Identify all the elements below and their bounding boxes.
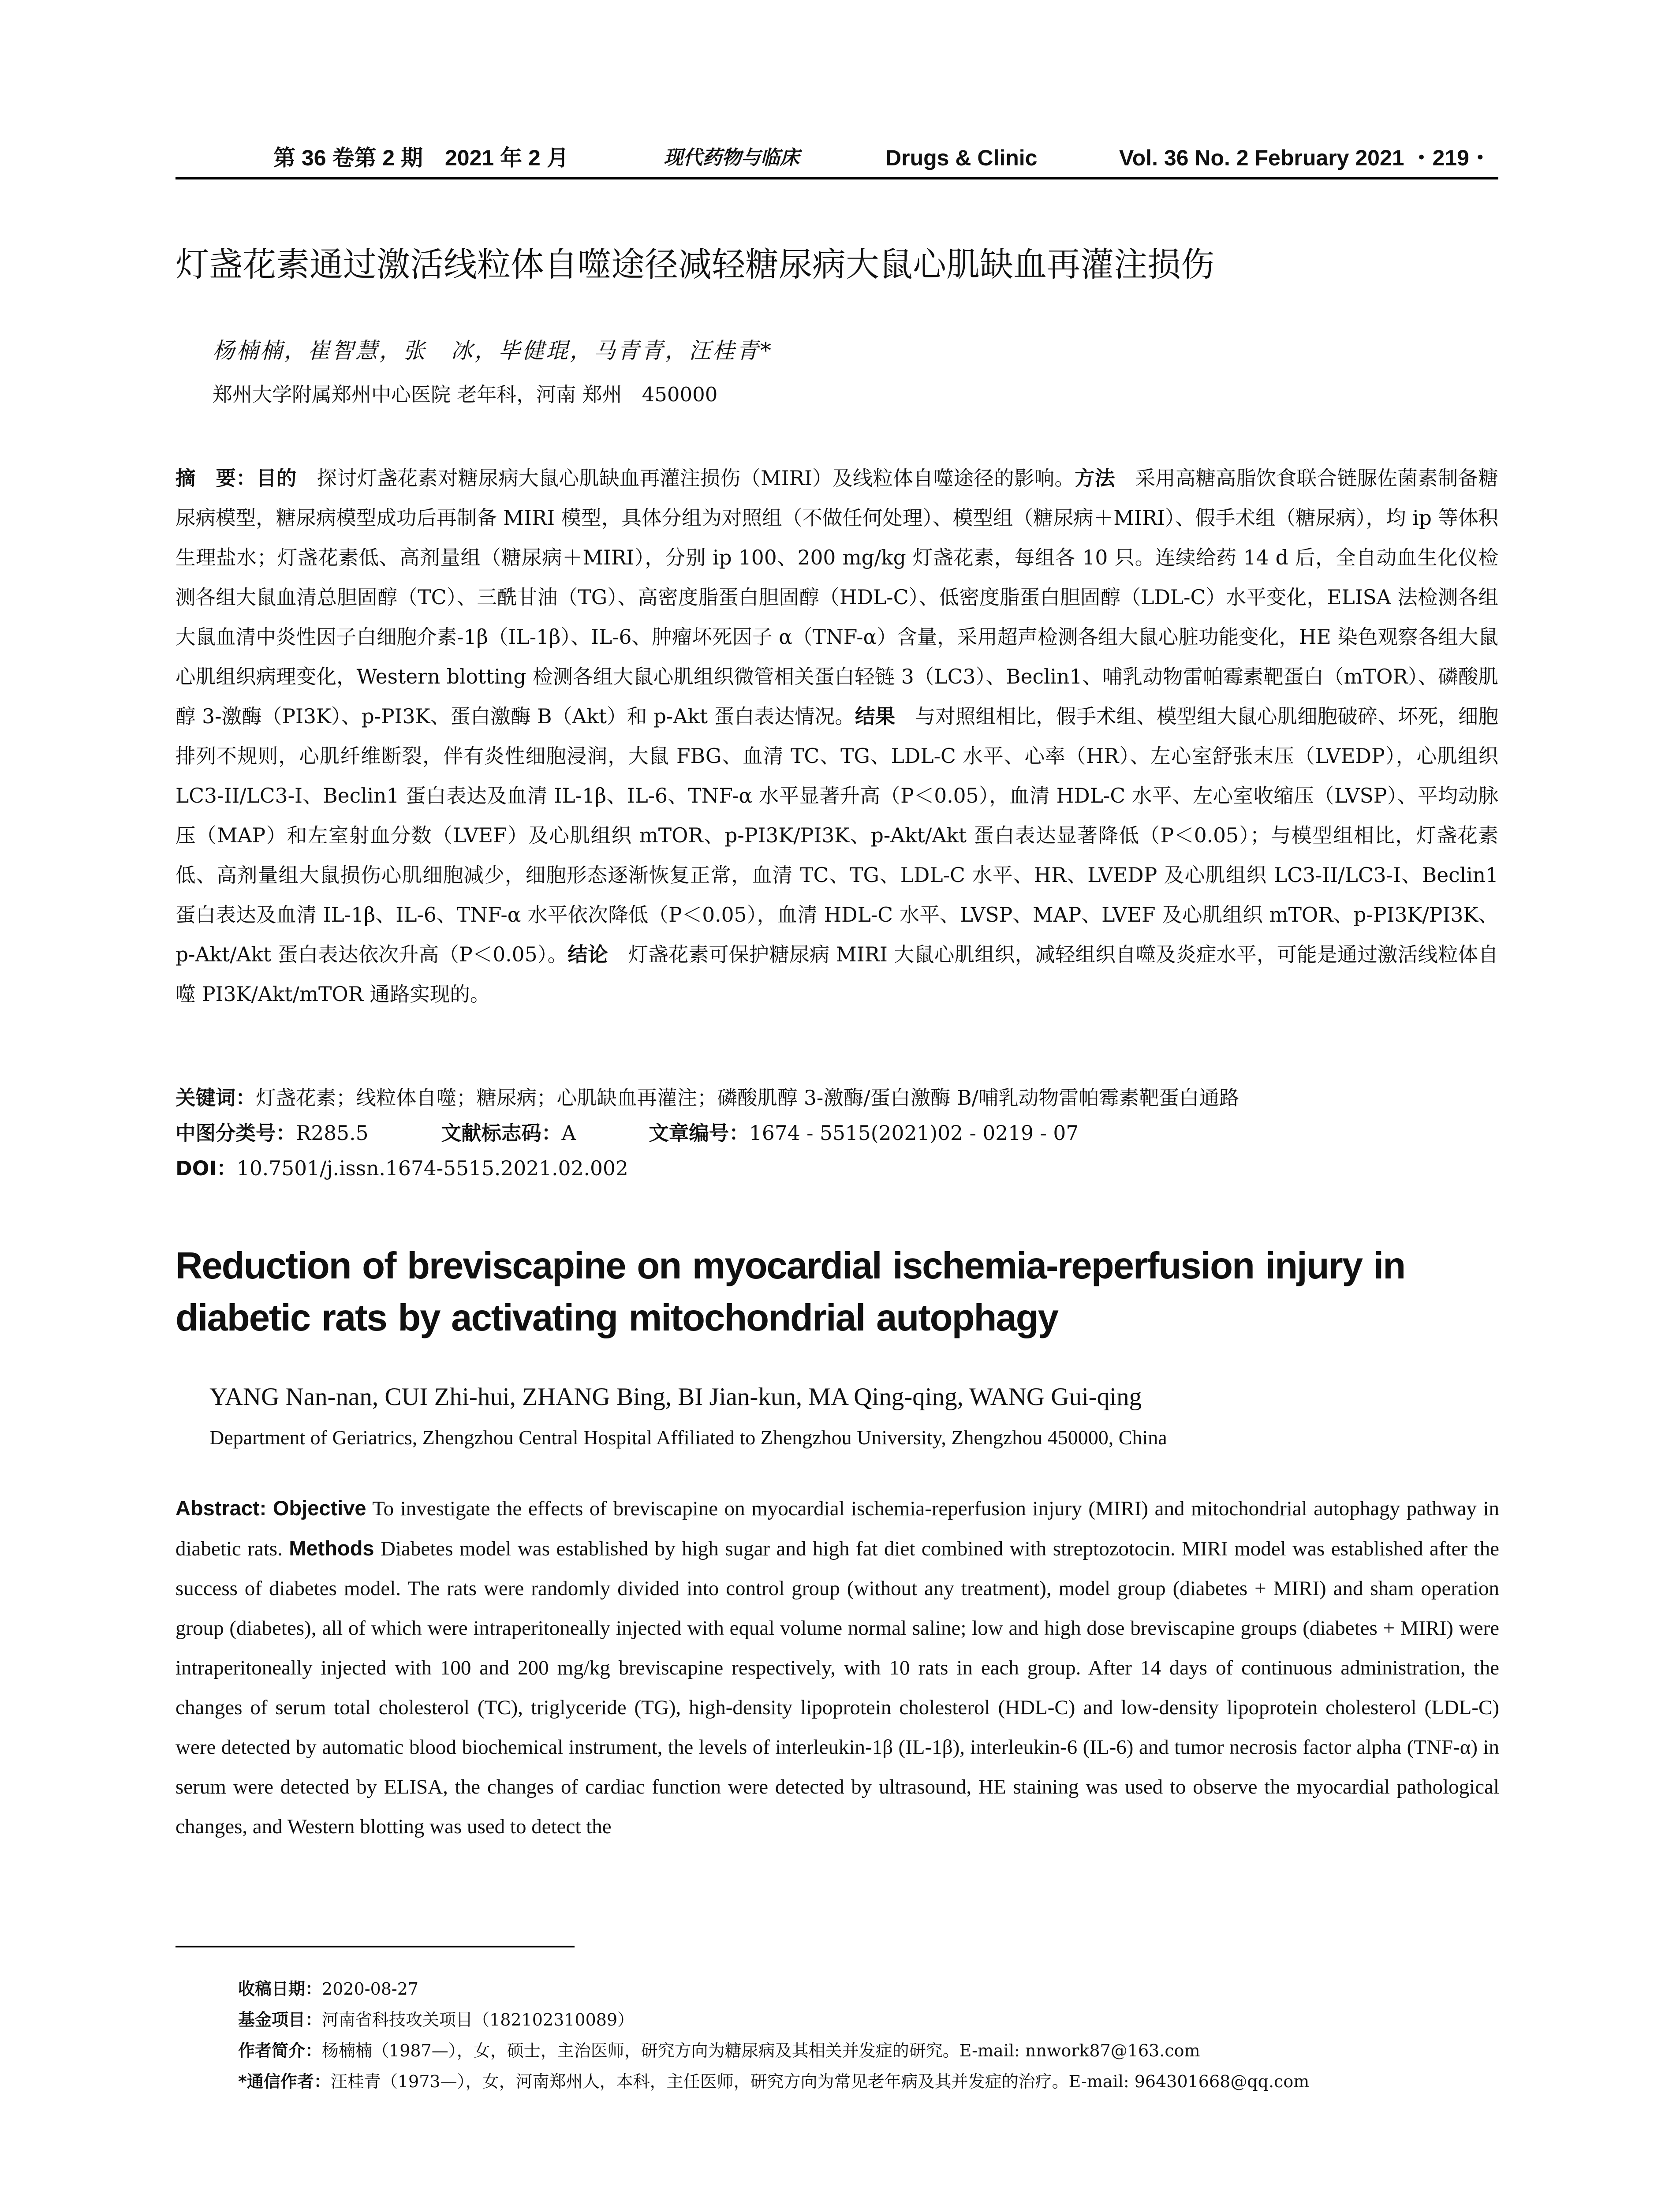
conclusion-cn-text: 灯盏花素可保护糖尿病 MIRI 大鼠心肌组织，减轻组织自噬及炎症水平，可能是通过激活线粒体自噬 PI3K/Akt/mTOR 通路实现的。 — [175, 943, 1498, 1006]
methods-cn-label: 方法 — [1075, 467, 1115, 490]
article-title-en: Reduction of breviscapine on myocardial ischemia-reperfusion injury in diabetic rats by activating mitochondrial autophagy — [175, 1245, 1405, 1339]
header-issue-date: 第 36 卷第 2 期 2021 年 2 月 — [273, 146, 569, 170]
footnotes — [238, 1973, 1499, 2097]
article-title-cn: 灯盏花素通过激活线粒体自噬途径减轻糖尿病大鼠心肌缺血再灌注损伤 — [175, 245, 1214, 284]
footnote-text: 杨楠楠（1987—），女，硕士，主治医师，研究方向为糖尿病及其相关并发症的研究。E-mail: nnwork87@163.com — [322, 2041, 1200, 2060]
footnote-label: 作者简介： — [238, 2041, 322, 2060]
footnote-funding — [238, 2004, 1499, 2035]
header-volume-page: Vol. 36 No. 2 February 2021 ・219・ — [1119, 146, 1491, 170]
authors-en: YANG Nan-nan, CUI Zhi-hui, ZHANG Bing, BI Jian-kun, MA Qing-qing, WANG Gui-qing — [209, 1383, 1142, 1411]
doi-line — [175, 1151, 1498, 1186]
affiliation-cn: 郑州大学附属郑州中心医院 老年科，河南 郑州 450000 — [213, 383, 718, 406]
conclusion-cn-label: 结论 — [567, 943, 608, 966]
header-divider — [175, 177, 1498, 179]
methods-en-label: Methods — [289, 1536, 374, 1560]
footnote-received — [238, 1973, 1499, 2004]
footnote-corresponding-author — [238, 2066, 1499, 2097]
results-cn-text: 与对照组相比，假手术组、模型组大鼠心肌细胞破碎、坏死，细胞排列不规则，心肌纤维断裂，伴有炎性细胞浸润，大鼠 FBG、血清 TC、TG、LDL-C 水平、心率（HR）、左心室舒张末压（LVEDP），心肌组织 LC3-II/LC3-I、Beclin1 蛋白表达及血清 IL-1β、IL-6、TNF-α 水平显著升高（P＜0.05），血清 HDL-C 水平、左心室收缩压（LVSP）、平均动脉压（MAP）和左室射血分数（LVEF）及心肌组织 mTOR、p-PI3K/PI3K、p-Akt/Akt 蛋白表达显著降低（P＜0.05）；与模型组相比，灯盏花素低、高剂量组大鼠损伤心肌细胞减少，细胞形态逐渐恢复正常，血清 TC、TG、LDL-C 水平、HR、LVEDP 及心肌组织 LC3-II/LC3-I、Beclin1 蛋白表达及血清 IL-1β、IL-6、TNF-α 水平依次降低（P＜0.05），血清 HDL-C 水平、LVSP、MAP、LVEF 及心肌组织 mTOR、p-PI3K/PI3K、p-Akt/Akt 蛋白表达依次升高（P＜0.05）。 — [175, 705, 1498, 966]
article-metadata-cn — [175, 1080, 1498, 1186]
objective-cn-label: 目的 — [256, 467, 297, 490]
abstract-cn — [175, 459, 1498, 1014]
doi-label: DOI： — [175, 1157, 237, 1180]
classification-line — [175, 1116, 1498, 1151]
affiliation-en: Department of Geriatrics, Zhengzhou Central Hospital Affiliated to Zhengzhou University, Zhengzhou 450000, China — [209, 1426, 1167, 1449]
objective-en-text: To investigate the effects of breviscapine on myocardial ischemia-reperfusion injury (MIRI) and mitochondrial autophagy pathway in diabetic rats. — [175, 1497, 1500, 1560]
footnote-author-bio — [238, 2035, 1499, 2066]
clc-label: 中图分类号： — [175, 1121, 296, 1145]
footnote-label: *通信作者： — [238, 2072, 331, 2091]
objective-en-label: Objective — [273, 1496, 366, 1520]
doc-code-label: 文献标志码： — [441, 1121, 562, 1145]
abstract-en — [175, 1488, 1499, 1846]
footnote-text: 2020-08-27 — [322, 1979, 419, 1999]
abstract-en-label: Abstract: — [175, 1496, 267, 1520]
article-no-label: 文章编号： — [649, 1121, 749, 1145]
results-cn-label: 结果 — [855, 705, 896, 728]
authors-cn: 杨楠楠，崔智慧，张 冰，毕健琨，马青青，汪桂青* — [213, 338, 773, 363]
objective-cn-text: 探讨灯盏花素对糖尿病大鼠心肌缺血再灌注损伤（MIRI）及线粒体自噬途径的影响。 — [296, 467, 1075, 490]
footnote-text: 河南省科技攻关项目（182102310089） — [322, 2010, 635, 2029]
header-journal-name-cn: 现代药物与临床 — [664, 146, 799, 169]
running-header — [175, 140, 1498, 176]
keywords-text: 灯盏花素；线粒体自噬；糖尿病；心肌缺血再灌注；磷酸肌醇 3-激酶/蛋白激酶 B/哺乳动物雷帕霉素靶蛋白通路 — [256, 1086, 1239, 1110]
keywords-label: 关键词： — [175, 1086, 256, 1110]
methods-cn-text: 采用高糖高脂饮食联合链脲佐菌素制备糖尿病模型，糖尿病模型成功后再制备 MIRI 模型，具体分组为对照组（不做任何处理）、模型组（糖尿病＋MIRI）、假手术组（糖尿病），均 ip 等体积生理盐水；灯盏花素低、高剂量组（糖尿病＋MIRI），分别 ip 100、200 mg/kg 灯盏花素，每组各 10 只。连续给药 14 d 后，全自动血生化仪检测各组大鼠血清总胆固醇（TC）、三酰甘油（TG）、高密度脂蛋白胆固醇（HDL-C）、低密度脂蛋白胆固醇（LDL-C）水平变化，ELISA 法检测各组大鼠血清中炎性因子白细胞介素-1β（IL-1β）、IL-6、肿瘤坏死因子 α（TNF-α）含量，采用超声检测各组大鼠心脏功能变化，HE 染色观察各组大鼠心肌组织病理变化，Western blotting 检测各组大鼠心肌组织微管相关蛋白轻链 3（LC3）、Beclin1、哺乳动物雷帕霉素靶蛋白（mTOR）、磷酸肌醇 3-激酶（PI3K）、p-PI3K、蛋白激酶 B（Akt）和 p-Akt 蛋白表达情况。 — [175, 467, 1498, 728]
keywords-line — [175, 1080, 1498, 1116]
footnote-divider — [175, 1946, 575, 1947]
footnote-label: 基金项目： — [238, 2010, 322, 2029]
clc-value: R285.5 — [296, 1121, 369, 1145]
footnote-text: 汪桂青（1973—），女，河南郑州人，本科，主任医师，研究方向为常见老年病及其并发症的治疗。E-mail: 964301668@qq.com — [330, 2072, 1310, 2091]
doc-code-value: A — [561, 1121, 576, 1145]
article-no-value: 1674 - 5515(2021)02 - 0219 - 07 — [749, 1121, 1079, 1145]
methods-en-text: Diabetes model was established by high sugar and high fat diet combined with streptozotocin. MIRI model was established after the success of diabetes model. The rats were randomly divided into control group (without any treatment), model group (diabetes + MIRI) and sham operation group (diabetes), all of which were intraperitoneally injected with equal volume normal saline; low and high dose breviscapine groups (diabetes + MIRI) were intraperitoneally injected with 100 and 200 mg/kg breviscapine respectively, with 10 rats in each group. After 14 days of continuous administration, the changes of serum total cholesterol (TC), triglyceride (TG), high-density lipoprotein cholesterol (HDL-C) and low-density lipoprotein cholesterol (LDL-C) were detected by automatic blood biochemical instrument, the levels of interleukin-1β (IL-1β), interleukin-6 (IL-6) and tumor necrosis factor alpha (TNF-α) in serum were detected by ELISA, the changes of cardiac function were detected by ultrasound, HE staining was used to observe the myocardial pathological changes, and Western blotting was used to detect the — [175, 1537, 1499, 1838]
abstract-cn-label: 摘 要： — [175, 467, 257, 490]
header-journal-name-en: Drugs & Clinic — [885, 146, 1038, 170]
doi-value[interactable]: 10.7501/j.issn.1674-5515.2021.02.002 — [236, 1157, 628, 1180]
footnote-label: 收稿日期： — [238, 1979, 322, 1999]
